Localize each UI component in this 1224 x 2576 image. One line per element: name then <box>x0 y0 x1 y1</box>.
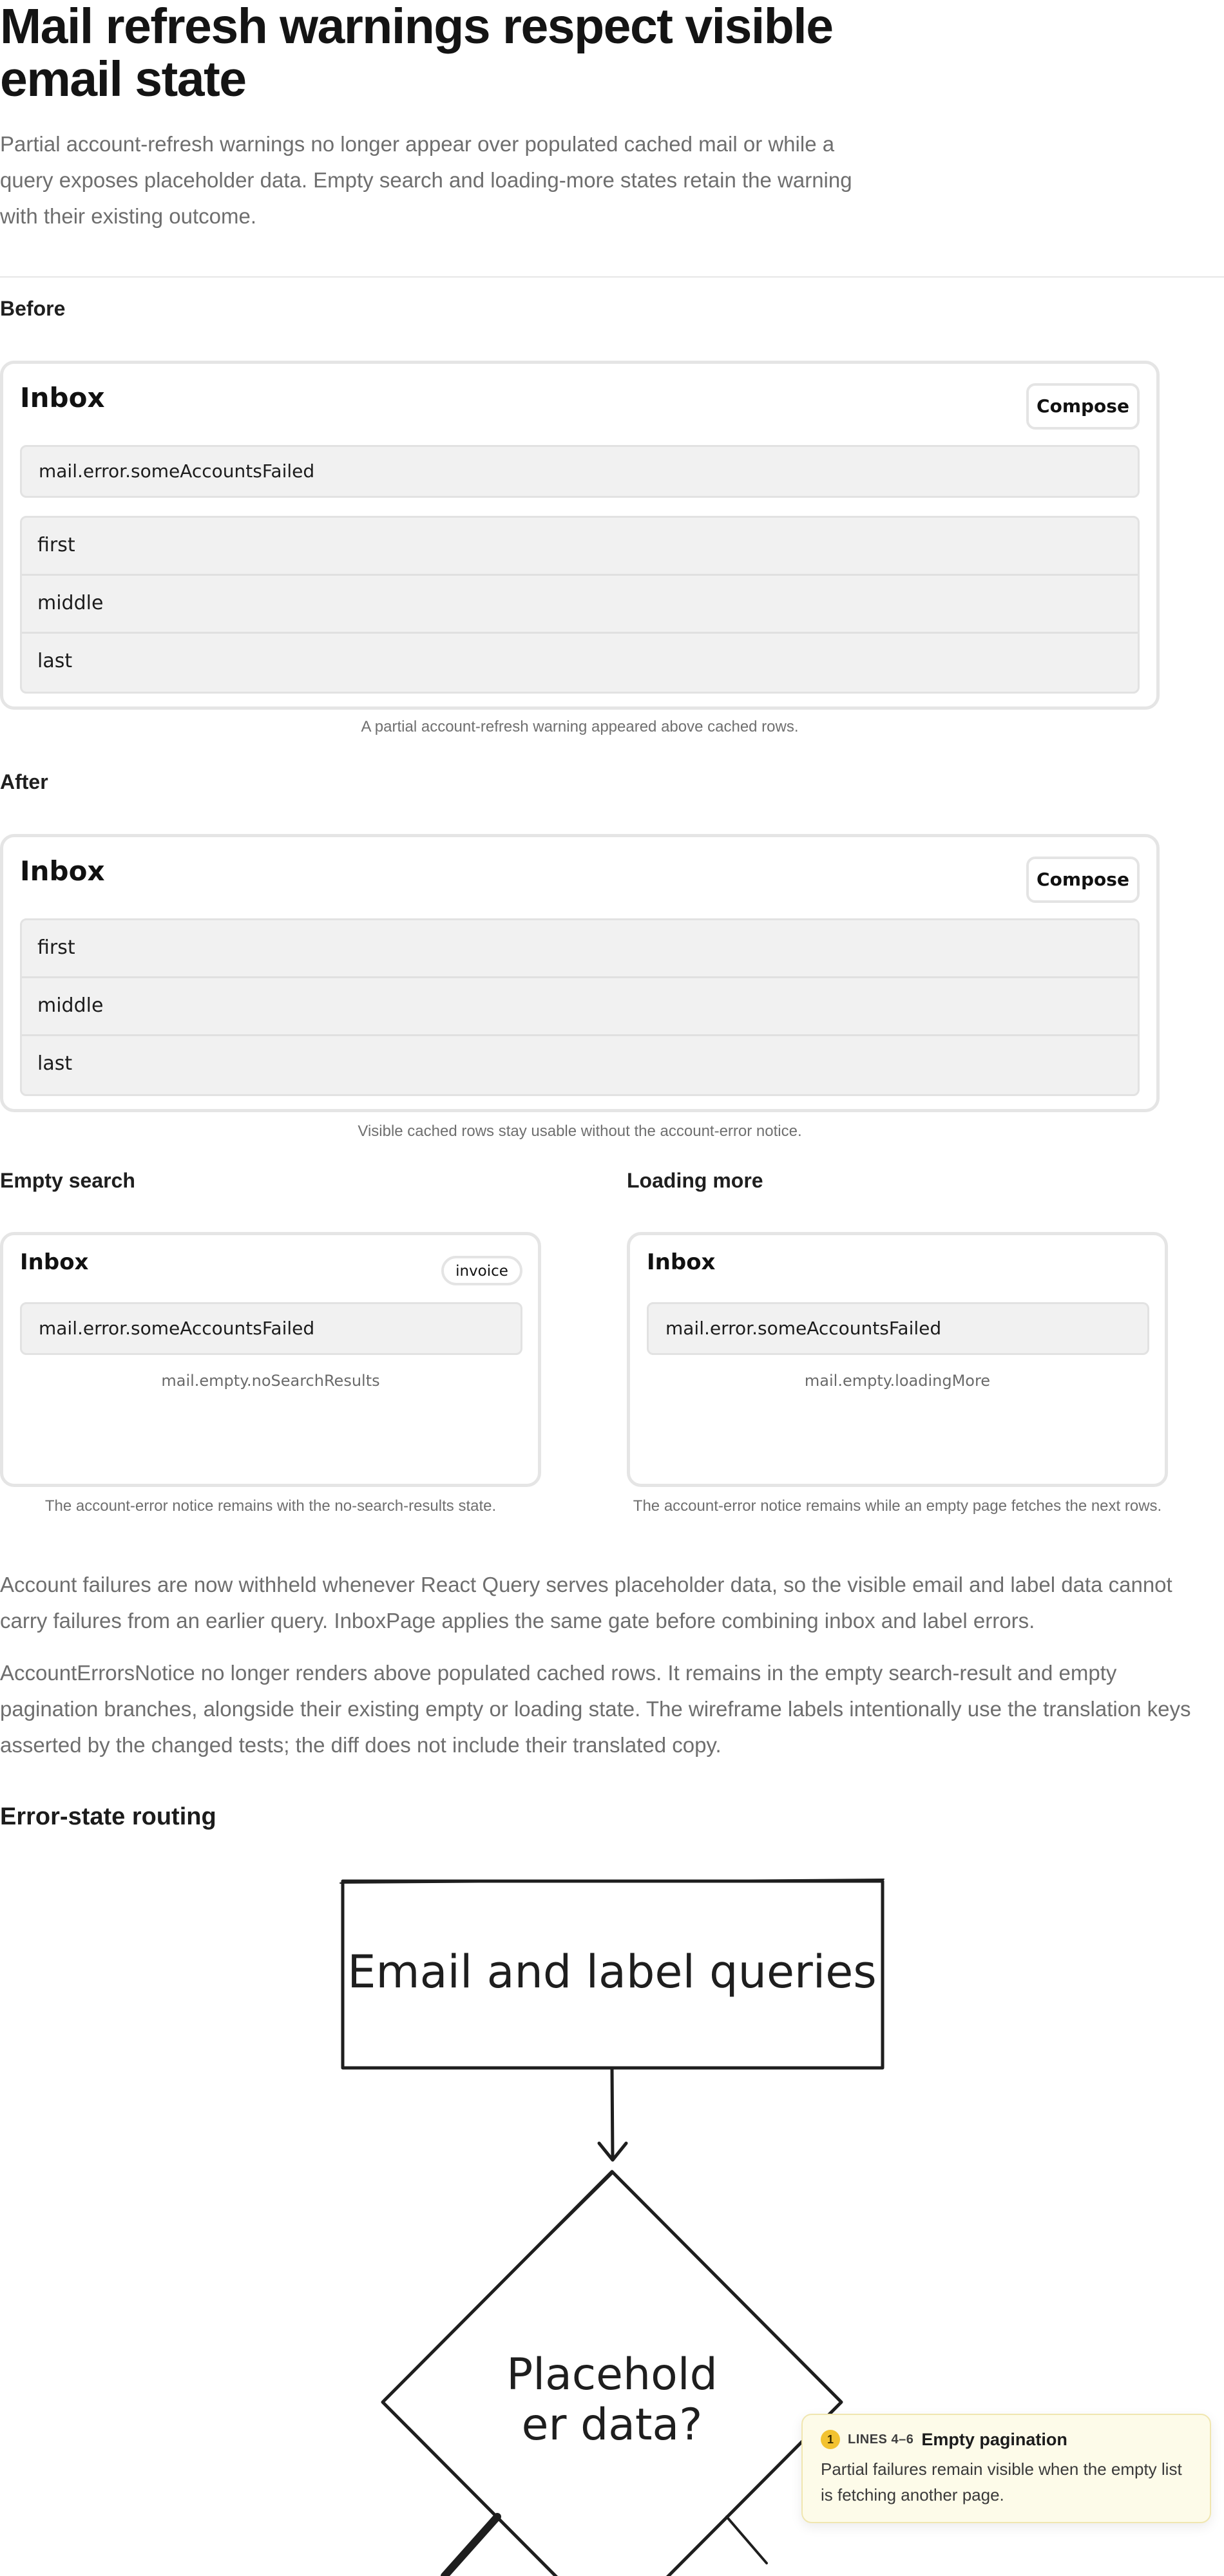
body-paragraph: Account failures are now withheld whenever React Query serves placeholder data, so the visible email and label data cannot carry failures from an earlier query. InboxPage applies the same gate before combining inbox and label errors. <box>0 1573 1172 1633</box>
list-item[interactable]: first <box>22 920 1138 978</box>
compose-button[interactable]: Compose <box>1026 857 1140 903</box>
loading-more-wireframe <box>627 1232 1168 1487</box>
note-number-badge: 1 <box>821 2430 840 2449</box>
mail-list <box>20 516 1140 694</box>
empty-search-caption: The account-error notice remains with the no-search-results state. <box>44 1497 497 1515</box>
inbox-title: Inbox <box>20 1249 89 1275</box>
list-item[interactable]: last <box>37 650 73 672</box>
page-lead: Partial account-refresh warnings no longer appear over populated cached mail or while a query exposes placeholder data. Empty search and loading-more states retain the warning with their existing outcome. <box>0 132 852 228</box>
after-caption: Visible cached rows stay usable without the account-error notice. <box>358 1122 802 1140</box>
compose-button[interactable]: Compose <box>1026 383 1140 430</box>
body-paragraph: AccountErrorsNotice no longer renders above populated cached rows. It remains in the empty search-result and empty pagination branches, alongside their existing empty or loading state. The wireframe labels intentionally use the translation keys asserted by the changed tests; the diff does not include their translated copy. <box>0 1661 1191 1757</box>
account-error-notice: mail.error.someAccountsFailed <box>647 1302 1149 1355</box>
list-item[interactable]: last <box>37 1052 73 1075</box>
inbox-title: Inbox <box>20 855 105 887</box>
divider <box>0 276 1224 278</box>
mail-list <box>20 918 1140 1096</box>
before-wireframe <box>0 361 1160 710</box>
empty-search-label: Empty search <box>0 1169 135 1192</box>
before-caption: A partial account-refresh warning appeared above cached rows. <box>361 718 799 735</box>
annotation-note <box>801 2414 1211 2523</box>
loading-more-caption: The account-error notice remains while an empty page fetches the next rows. <box>633 1497 1162 1515</box>
decision-label-line2: er data? <box>521 2400 703 2450</box>
note-title: Empty pagination <box>921 2429 1067 2449</box>
inbox-title: Inbox <box>647 1249 716 1275</box>
before-label: Before <box>0 297 66 320</box>
loading-state-text: mail.empty.loadingMore <box>804 1372 991 1390</box>
after-label: After <box>0 770 48 793</box>
loading-more-label: Loading more <box>627 1169 763 1192</box>
list-item[interactable]: first <box>22 518 1138 576</box>
account-error-notice: mail.error.someAccountsFailed <box>20 445 1140 498</box>
note-body: Partial failures remain visible when the empty list is fetching another page. <box>821 2459 1182 2505</box>
search-chip[interactable]: invoice <box>441 1256 522 1285</box>
empty-state-text: mail.empty.noSearchResults <box>161 1372 380 1390</box>
decision-label-line1: Placehold <box>506 2349 718 2400</box>
account-error-notice: mail.error.someAccountsFailed <box>20 1302 522 1355</box>
list-item[interactable]: middle <box>22 576 1138 634</box>
queries-node-label: Email and label queries <box>347 1946 877 1998</box>
list-item[interactable]: middle <box>22 978 1138 1036</box>
after-wireframe <box>0 834 1160 1112</box>
flow-arrow <box>612 2069 613 2159</box>
section-heading: Error-state routing <box>0 1803 216 1830</box>
note-lines: LINES 4–6 <box>848 2432 914 2447</box>
page-title: Mail refresh warnings respect visible email state <box>0 0 833 107</box>
empty-search-wireframe <box>0 1232 541 1487</box>
inbox-title: Inbox <box>20 382 105 413</box>
